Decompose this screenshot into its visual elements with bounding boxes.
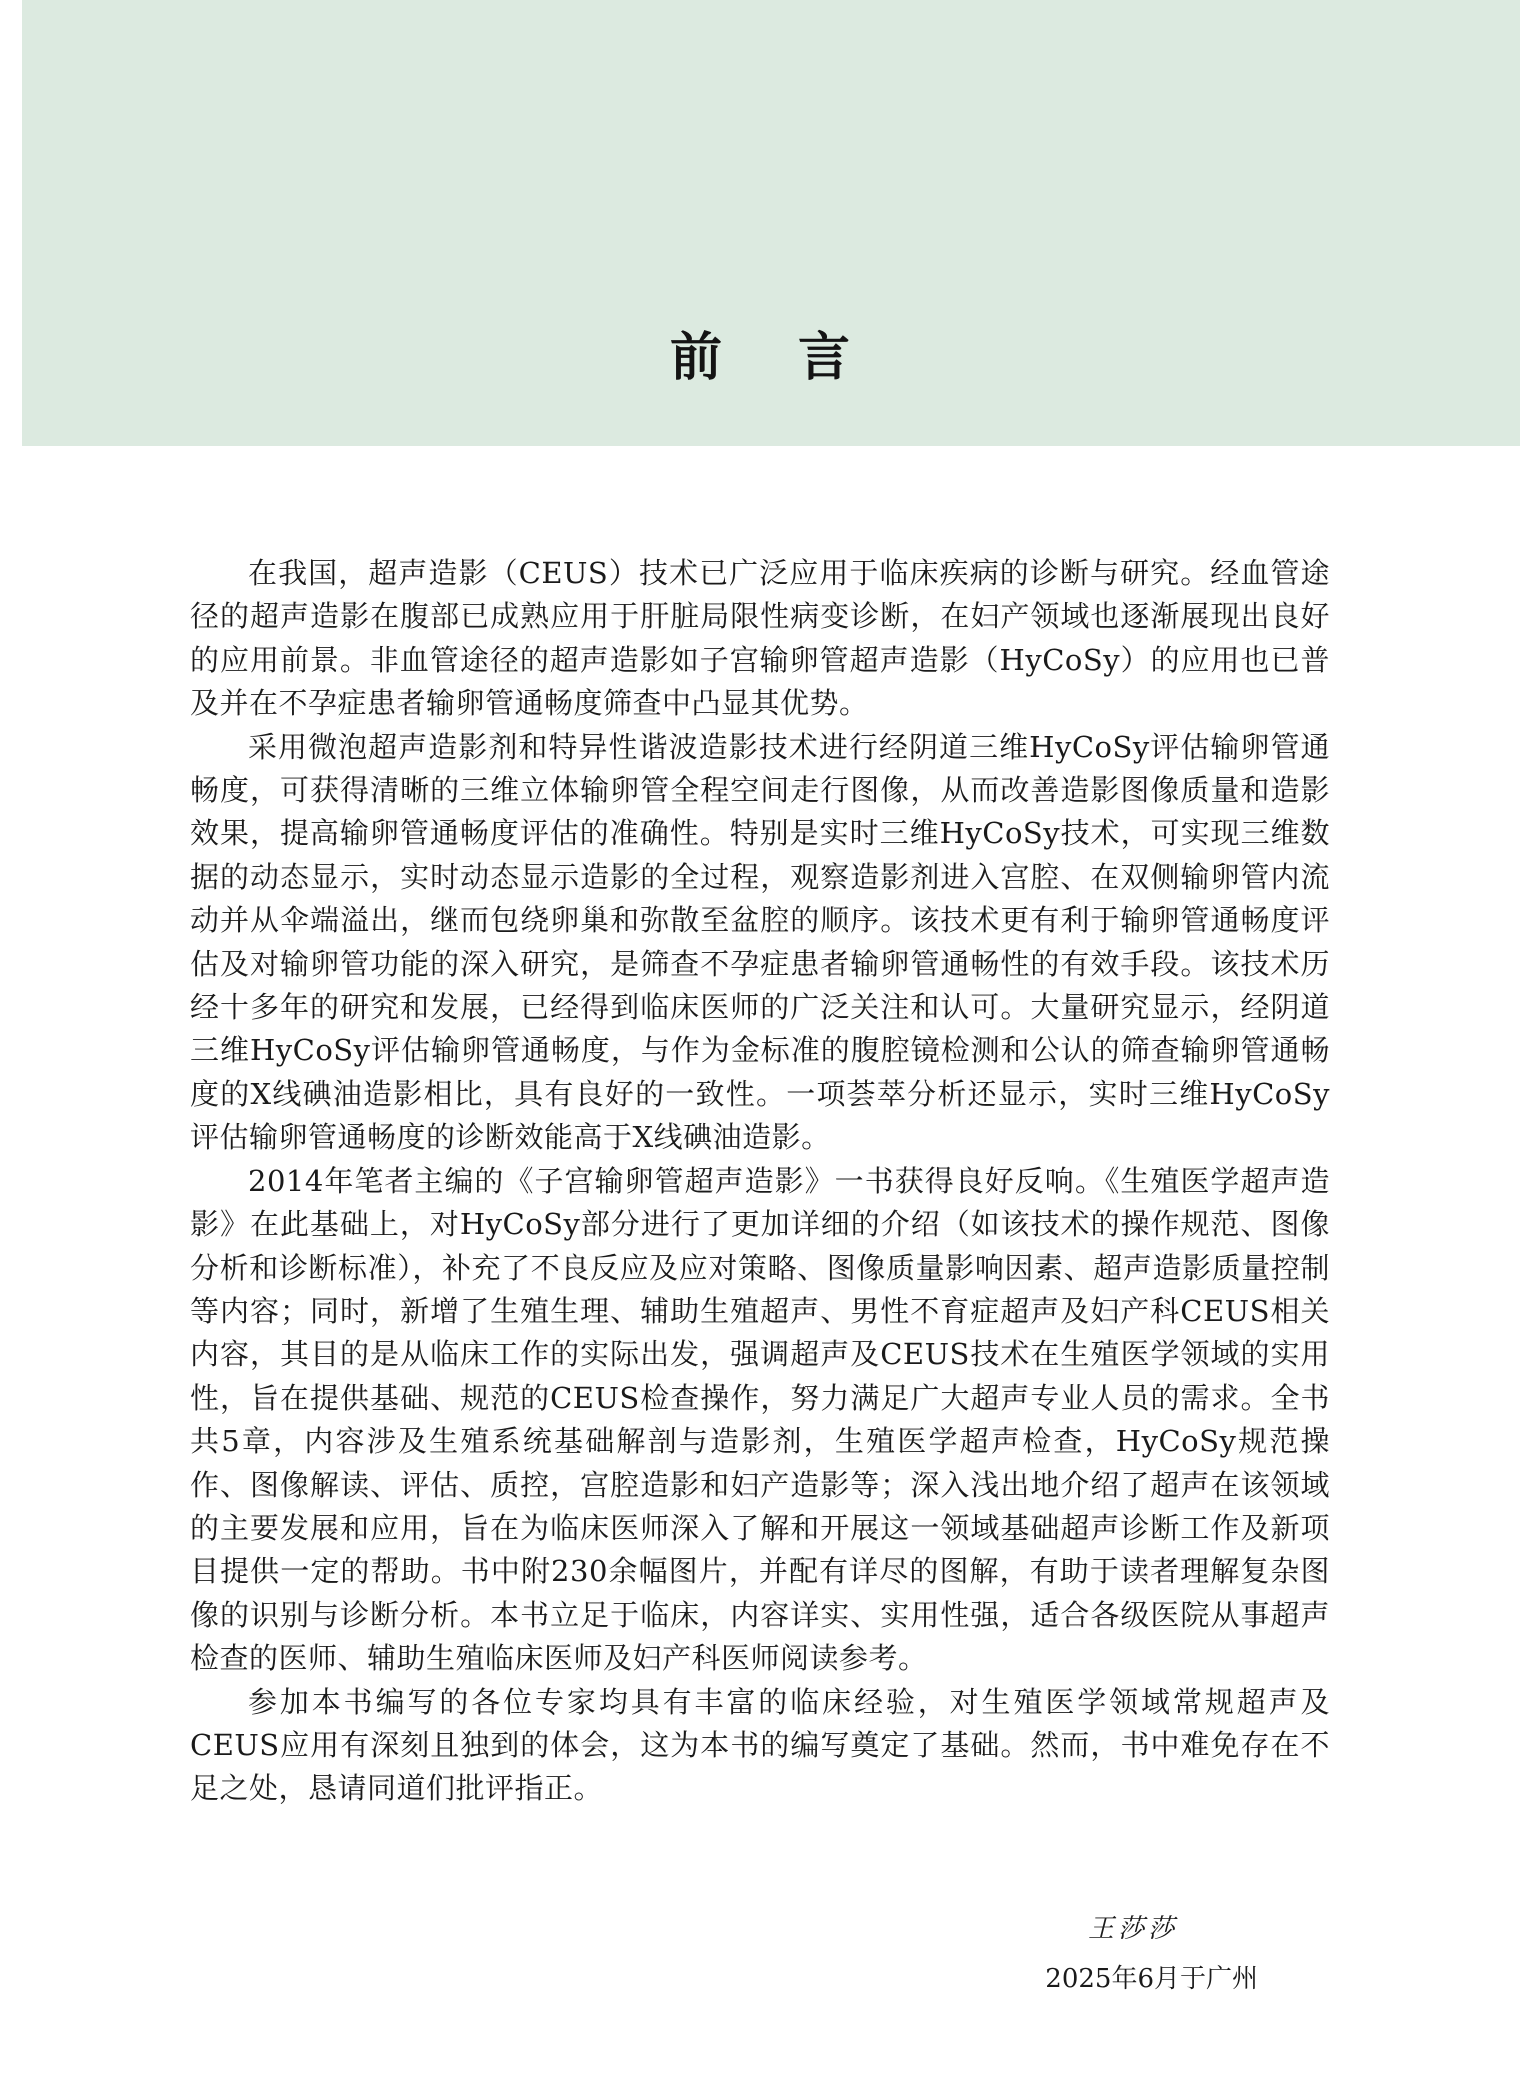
signature-block [1045, 1904, 1258, 2004]
page-title: 前言 [669, 328, 926, 388]
preface-body [190, 552, 1330, 1811]
paragraph-3: 2014年笔者主编的《子宫输卵管超声造影》一书获得良好反响。《生殖医学超声造影》在此基础上，对HyCoSy部分进行了更加详细的介绍（如该技术的操作规范、图像分析和诊断标准），补充了不良反应及应对策略、图像质量影响因素、超声造影质量控制等内容；同时，新增了生殖生理、辅助生殖超声、男性不育症超声及妇产科CEUS相关内容，其目的是从临床工作的实际出发，强调超声及CEUS技术在生殖医学领域的实用性，旨在提供基础、规范的CEUS检查操作，努力满足广大超声专业人员的需求。全书共5章，内容涉及生殖系统基础解剖与造影剂，生殖医学超声检查，HyCoSy规范操作、图像解读、评估、质控，宫腔造影和妇产造影等；深入浅出地介绍了超声在该领域的主要发展和应用，旨在为临床医师深入了解和开展这一领域基础超声诊断工作及新项目提供一定的帮助。书中附230余幅图片，并配有详尽的图解，有助于读者理解复杂图像的识别与诊断分析。本书立足于临床，内容详实、实用性强，适合各级医院从事超声检查的医师、辅助生殖临床医师及妇产科医师阅读参考。 [190, 1163, 1330, 1676]
date-place: 2025年6月于广州 [1045, 1964, 1258, 1994]
paragraph-2: 采用微泡超声造影剂和特异性谐波造影技术进行经阴道三维HyCoSy评估输卵管通畅度，可获得清晰的三维立体输卵管全程空间走行图像，从而改善造影图像质量和造影效果，提高输卵管通畅度评估的准确性。特别是实时三维HyCoSy技术，可实现三维数据的动态显示，实时动态显示造影的全过程，观察造影剂进入宫腔、在双侧输卵管内流动并从伞端溢出，继而包绕卵巢和弥散至盆腔的顺序。该技术更有利于输卵管通畅度评估及对输卵管功能的深入研究，是筛查不孕症患者输卵管通畅性的有效手段。该技术历经十多年的研究和发展，已经得到临床医师的广泛关注和认可。大量研究显示，经阴道三维HyCoSy评估输卵管通畅度，与作为金标准的腹腔镜检测和公认的筛查输卵管通畅度的X线碘油造影相比，具有良好的一致性。一项荟萃分析还显示，实时三维HyCoSy评估输卵管通畅度的诊断效能高于X线碘油造影。 [190, 729, 1330, 1155]
paragraph-1: 在我国，超声造影（CEUS）技术已广泛应用于临床疾病的诊断与研究。经血管途径的超声造影在腹部已成熟应用于肝脏局限性病变诊断，在妇产领域也逐渐展现出良好的应用前景。非血管途径的超声造影如子宫输卵管超声造影（HyCoSy）的应用也已普及并在不孕症患者输卵管通畅度筛查中凸显其优势。 [190, 556, 1330, 721]
author-name: 王莎莎 [1087, 1914, 1178, 1944]
paragraph-4: 参加本书编写的各位专家均具有丰富的临床经验，对生殖医学领域常规超声及CEUS应用有深刻且独到的体会，这为本书的编写奠定了基础。然而，书中难免存在不足之处，恳请同道们批评指正。 [190, 1684, 1330, 1806]
